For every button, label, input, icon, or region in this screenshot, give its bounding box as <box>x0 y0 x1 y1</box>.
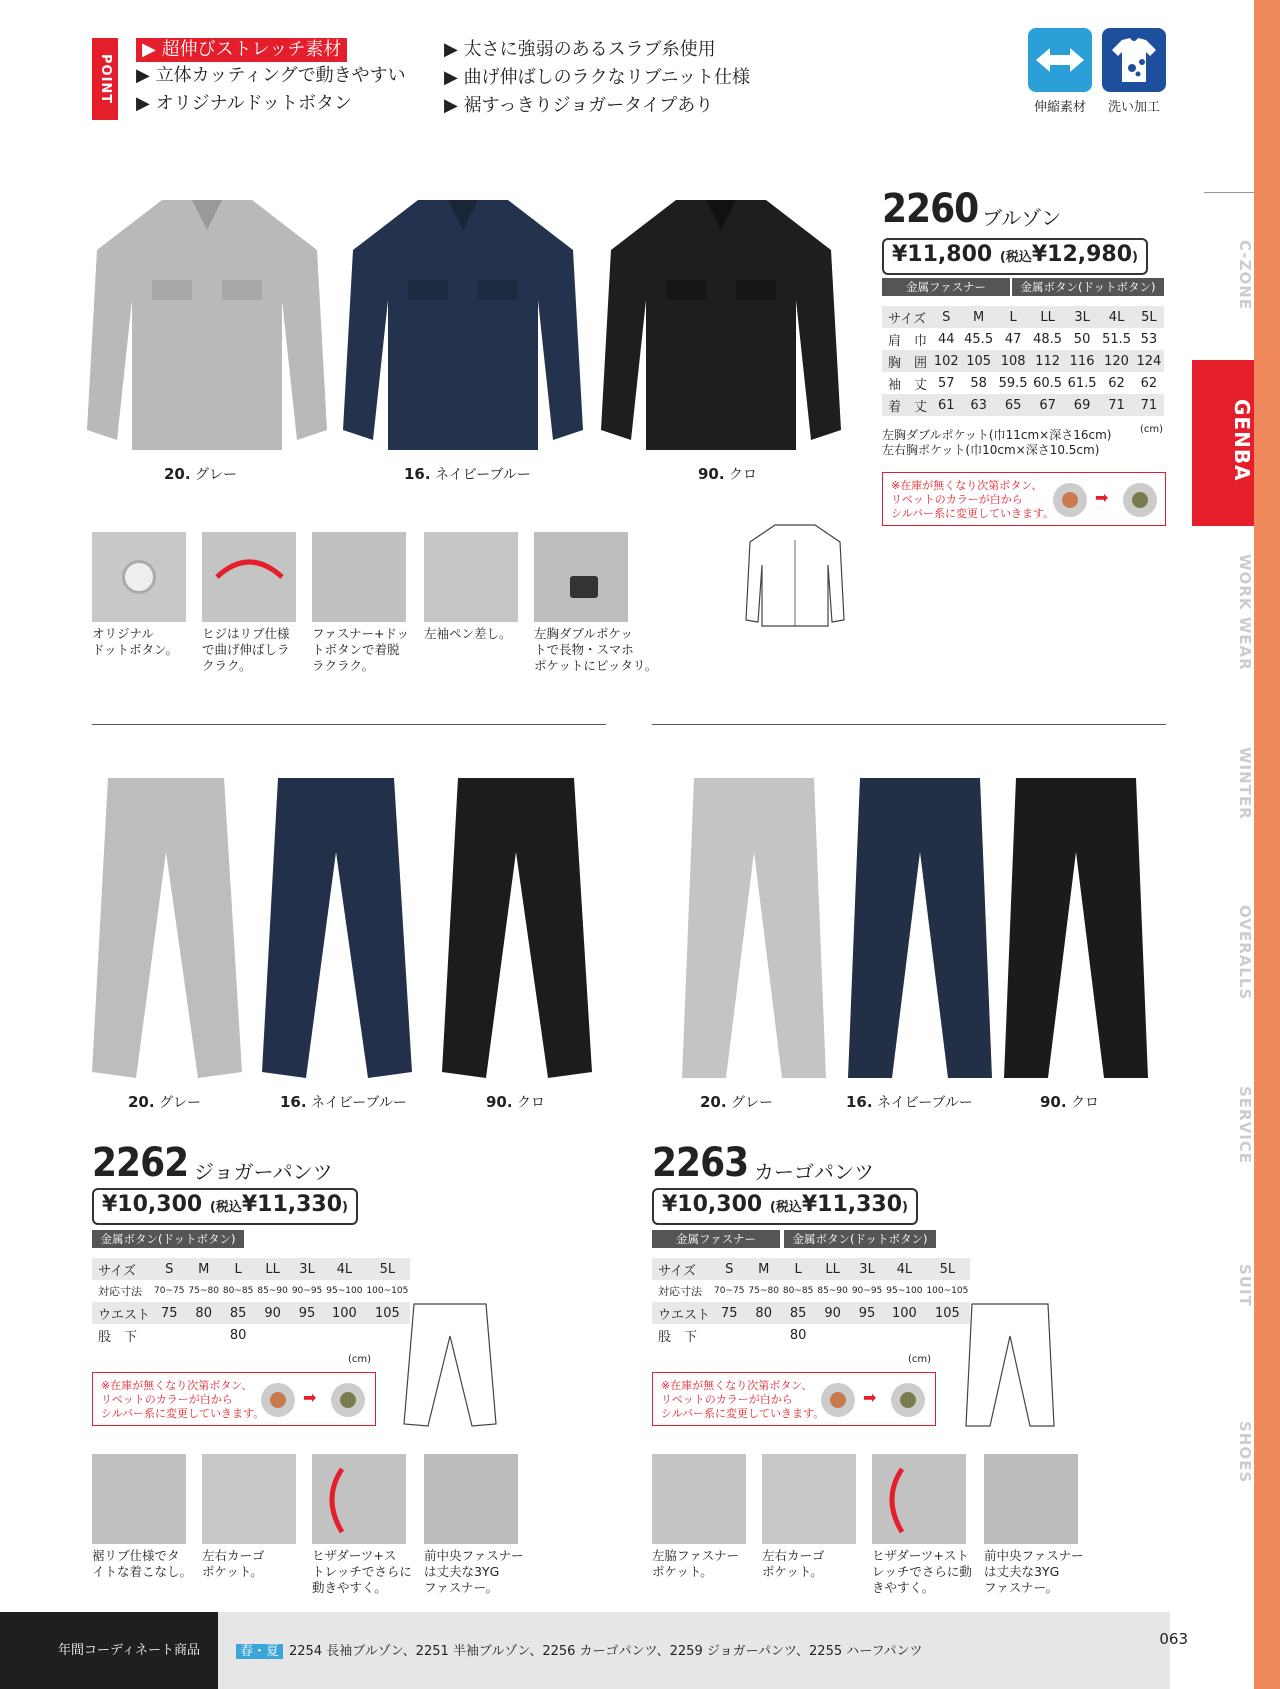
detail-caption: ヒジはリブ仕様 で曲げ伸ばしラ クラク。 <box>202 626 290 673</box>
side-tab-suit[interactable]: SUIT <box>1236 1263 1254 1307</box>
stretch-arrows-icon <box>1028 28 1092 92</box>
coordinate-items: 2254 長袖ブルゾン、2251 半袖ブルゾン、2256 カーゴパンツ、2259 ジョガーパンツ、2255 ハーフパンツ <box>289 1644 923 1659</box>
arrow-right-icon: ➡ <box>863 1388 877 1407</box>
button-silver-icon <box>331 1383 365 1417</box>
side-tab-shoes[interactable]: SHOES <box>1236 1420 1254 1484</box>
model-name: ブルゾン <box>982 206 1062 230</box>
price-box: ¥10,300 (税込¥11,330) <box>92 1188 358 1225</box>
side-tab-service[interactable]: SERVICE <box>1236 1085 1254 1165</box>
button-white-icon <box>1053 483 1087 517</box>
cargo-photo-navy <box>840 772 1000 1092</box>
spec-tag: 金属ファスナー <box>652 1230 780 1248</box>
jogger-photo-navy <box>256 772 416 1092</box>
warning-box <box>652 1372 936 1426</box>
side-tab-c-zone[interactable]: C-ZONE <box>1236 239 1254 310</box>
point-list-2 <box>444 36 750 120</box>
color-caption: 90. クロ <box>698 465 758 483</box>
pocket-note: 左右胸ポケット(巾10cm×深さ10.5cm) <box>882 443 1100 457</box>
jacket-photo-gray <box>82 190 332 460</box>
detail-photo-knee <box>872 1454 966 1544</box>
detail-caption: 左脇ファスナー ポケット。 <box>652 1548 740 1579</box>
spec-tag: 金属ボタン(ドットボタン) <box>784 1230 936 1248</box>
detail-photo-button <box>92 532 186 622</box>
arrow-right-icon: ➡ <box>1095 488 1109 507</box>
jogger-photo-black <box>436 772 596 1092</box>
detail-caption: 裾リブ仕様でタ イトな着こなし。 <box>92 1548 193 1579</box>
warning-text: ※在庫が無くなり次第ボタン、 リベットのカラーが白から シルバー系に変更していきます。 <box>661 1379 825 1420</box>
detail-caption: 左胸ダブルポケッ トで長物・スマホ ポケットにピッタリ。 <box>534 626 658 673</box>
spec-tag: 金属ボタン(ドットボタン) <box>1012 278 1164 296</box>
point-item: ▶ 超伸びストレッチ素材 <box>136 38 347 62</box>
unit-label: (cm) <box>348 1354 372 1365</box>
side-tab-winter[interactable]: WINTER <box>1236 746 1254 820</box>
warning-text: ※在庫が無くなり次第ボタン、 リベットのカラーが白から シルバー系に変更していきます。 <box>101 1379 265 1420</box>
page-number: 063 <box>1159 1630 1188 1648</box>
color-caption: 16. ネイビーブルー <box>280 1093 407 1111</box>
detail-photo-front-zipper <box>984 1454 1078 1544</box>
footer-coordinate-list <box>236 1640 923 1659</box>
detail-photo-zipper <box>312 532 406 622</box>
arrow-right-icon: ➡ <box>303 1388 317 1407</box>
model-name: ジョガーパンツ <box>194 1160 333 1184</box>
warning-box <box>92 1372 376 1426</box>
jacket-photo-black <box>596 190 846 460</box>
detail-caption: 左右カーゴ ポケット。 <box>762 1548 825 1579</box>
side-tab-genba[interactable]: GENBA <box>1230 398 1254 482</box>
detail-photo-front-zipper <box>424 1454 518 1544</box>
detail-photo-cargo-pocket <box>762 1454 856 1544</box>
badge-label: 洗い加工 <box>1107 100 1160 115</box>
button-white-icon <box>821 1383 855 1417</box>
jacket-back-drawing <box>740 520 850 630</box>
cargo-photo-black <box>996 772 1156 1092</box>
point-item: ▶ 裾すっきりジョガータイプあり <box>444 95 714 116</box>
cargo-size-table: サイズ S M L LL 3L 4L 5L 対応寸法 70~75 75~80 80~85 85~90 90~95 95~100 100~105 ウエスト 75 80 85 90 95 100 105 股 下 80 <box>652 1258 970 1346</box>
divider <box>652 724 1166 725</box>
point-tab: POINT <box>92 38 118 120</box>
warning-text: ※在庫が無くなり次第ボタン、 リベットのカラーが白から シルバー系に変更していきます。 <box>891 479 1055 520</box>
cargo-drawing <box>960 1300 1060 1430</box>
point-item: ▶ 曲げ伸ばしのラクなリブニット仕様 <box>444 67 750 88</box>
point-item: ▶ 立体カッティングで動きやすい <box>136 65 406 86</box>
color-caption: 20. グレー <box>700 1093 774 1111</box>
button-white-icon <box>261 1383 295 1417</box>
detail-caption: ファスナー+ドッ トボタンで着脱 ラクラク。 <box>312 626 409 673</box>
model-number: 2262 <box>92 1140 189 1186</box>
jacket-photo-navy <box>338 190 588 460</box>
color-caption: 90. クロ <box>1040 1093 1100 1111</box>
washed-shirt-icon <box>1102 28 1166 92</box>
jogger-photo-gray <box>86 772 246 1092</box>
unit-label: (cm) <box>1140 424 1164 435</box>
point-item: ▶ オリジナルドットボタン <box>136 93 352 114</box>
model-number: 2260 <box>882 186 979 232</box>
point-item: ▶ 太さに強弱のあるスラブ糸使用 <box>444 39 716 60</box>
pocket-note: 左胸ダブルポケット(巾11cm×深さ16cm) <box>882 428 1112 442</box>
divider <box>1204 192 1254 193</box>
badge-label: 伸縮素材 <box>1033 100 1086 115</box>
detail-caption: ヒザダーツ+スト レッチでさらに動 きやすく。 <box>872 1548 972 1595</box>
detail-caption: ヒザダーツ+ス トレッチでさらに 動きやすく。 <box>312 1548 412 1595</box>
point-list-1 <box>136 38 406 118</box>
footer-label: 年間コーディネート商品 <box>0 1612 218 1689</box>
spec-tag: 金属ファスナー <box>882 278 1010 296</box>
detail-caption: オリジナル ドットボタン。 <box>92 626 179 657</box>
price-box: ¥11,800 (税込¥12,980) <box>882 238 1148 275</box>
button-silver-icon <box>891 1383 925 1417</box>
color-caption: 90. クロ <box>486 1093 546 1111</box>
button-silver-icon <box>1123 483 1157 517</box>
detail-photo-cargo-pocket <box>202 1454 296 1544</box>
season-tag: 春・夏 <box>236 1644 283 1659</box>
detail-caption: 左右カーゴ ポケット。 <box>202 1548 265 1579</box>
color-caption: 16. ネイビーブルー <box>404 465 531 483</box>
jogger-size-table: サイズ S M L LL 3L 4L 5L 対応寸法 70~75 75~80 80~85 85~90 90~95 95~100 100~105 ウエスト 75 80 85 90 95 100 105 股 下 80 <box>92 1258 410 1346</box>
jogger-drawing <box>400 1300 500 1430</box>
detail-photo-side-zipper-pocket <box>652 1454 746 1544</box>
color-caption: 20. グレー <box>128 1093 202 1111</box>
detail-caption: 左袖ペン差し。 <box>424 626 512 641</box>
jacket-size-table: サイズ S M L LL 3L 4L 5L 肩 巾 44 45.5 47 48.5 50 51.5 53 胸 囲 102 105 108 112 116 120 124 袖 丈 57 58 59.5 60.5 61.5 62 62 着 丈 61 63 65 67 69 71 71 <box>882 306 1164 416</box>
detail-caption: 前中央ファスナー は丈夫な3YG ファスナー。 <box>424 1548 524 1595</box>
divider <box>92 724 606 725</box>
side-strip <box>1254 0 1280 1689</box>
detail-photo-elbow <box>202 532 296 622</box>
cargo-photo-gray <box>674 772 834 1092</box>
detail-photo-chest-pocket <box>534 532 628 622</box>
warning-box <box>882 472 1166 526</box>
model-number: 2263 <box>652 1140 749 1186</box>
detail-photo-pen-pocket <box>424 532 518 622</box>
price-box: ¥10,300 (税込¥11,330) <box>652 1188 918 1225</box>
spec-tag: 金属ボタン(ドットボタン) <box>92 1230 244 1248</box>
color-caption: 20. グレー <box>164 465 238 483</box>
detail-photo-knee <box>312 1454 406 1544</box>
side-tab-overalls[interactable]: OVERALLS <box>1236 905 1254 1001</box>
model-name: カーゴパンツ <box>754 1160 874 1184</box>
unit-label: (cm) <box>908 1354 932 1365</box>
detail-caption: 前中央ファスナー は丈夫な3YG ファスナー。 <box>984 1548 1084 1595</box>
side-tab-work-wear[interactable]: WORK WEAR <box>1236 553 1254 671</box>
detail-photo-cuff <box>92 1454 186 1544</box>
color-caption: 16. ネイビーブルー <box>846 1093 973 1111</box>
